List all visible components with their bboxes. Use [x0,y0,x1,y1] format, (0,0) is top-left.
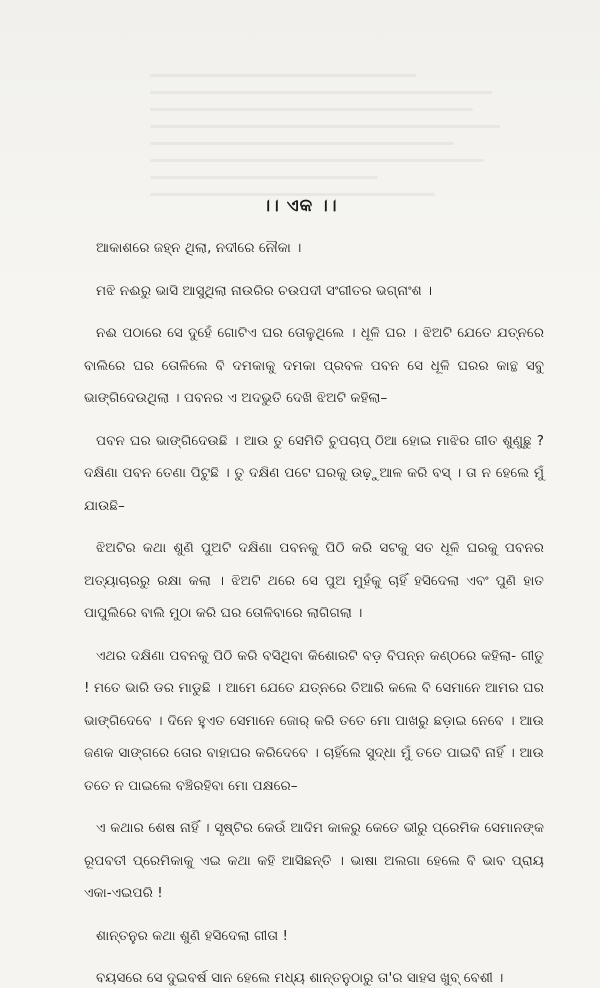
chapter-heading: ।। ଏକ ।। [262,196,338,216]
paragraph: ଆକାଶରେ ଜହ୍ନ ଥିଲା, ନଦୀରେ ନୌକା । [96,240,302,256]
paragraph: ନଈ ପଠାରେ ସେ ଦୁହେଁ ଗୋଟିଏ ଘର ତୋଳୁଥିଲେ । ଧୂଳି ଘର । ଝିଅଟି ଯେତେ ଯତ୍ନରେ ବାଲିରେ ଘର ତୋଳିଲେ ବି ଦମକାକୁ ଦମକା ପ୍ରବଳ ପବନ ସେ ଧୂଳି ଘରର କାନ୍ଥ ସବୁ ଭାଙ୍ଗିଦେଉଥିଲା । ପବନର ଏ ଅଦଭୁତି ଦେଖି ଝିଅଟି କହିଲା– [84,325,544,406]
paragraph: ଝିଅଟିର କଥା ଶୁଣି ପୁଅଟି ଦକ୍ଷିଣା ପବନକୁ ପିଠି କରି ସଟକୁ ସତ ଧୂଳି ଘରକୁ ପବନର ଅତ୍ୟାଚାରରୁ ରକ୍ଷା କଲା । ଝିଅଟି ଥରେ ସେ ପୁଅ ମୁହଁକୁ ଚାହିଁ ହସିଦେଲା ଏବଂ ପୁଣି ହାତ ପାପୁଲିରେ ବାଲି ମୁଠା କରି ଘର ତୋଳିବାରେ ଲାଗିଗଲା । [84,540,544,621]
paragraph: ଏ କଥାର ଶେଷ ନାହିଁ । ସୃଷ୍ଟିର କେଉଁ ଆଦିମ କାଳରୁ କେତେ ଭୀରୁ ପ୍ରେମିକ ସେମାନଙ୍କ ରୂପବତୀ ପ୍ରେମିକାକୁ ଏଇ କଥା କହି ଆସିଛନ୍ତି । ଭାଷା ଅଲଗା ହେଲେ ବି ଭାବ ପ୍ରାୟ ଏକା-ଏଇପରି ! [84,820,544,901]
paragraph: ମଝି ନଈରୁ ଭାସି ଆସୁଥିଲା ନାଉରିର ଚଉପଦୀ ସଂଗୀତର ଭଗ୍ନାଂଶ । [96,282,433,299]
paragraph: ଶାନ୍ତନୁର କଥା ଶୁଣି ହସିଦେଲା ଗୀତା ! [96,927,288,944]
paragraph: ବୟସରେ ସେ ଦୁଇବର୍ଷ ସାନ ହେଲେ ମଧ୍ୟ ଶାନ୍ତନୁଠାରୁ ତା'ର ସାହସ ଖୁବ୍ ବେଶୀ । [96,970,504,986]
page-body [84,232,544,988]
paragraph: ଏଥର ଦକ୍ଷିଣା ପବନକୁ ପିଠି କରି ବସିଥିବା କିଶୋରଟି ବଡ଼ ବିପନ୍ନ କଣ୍ଠରେ କହିଲା- ଗୀତୁ ! ମତେ ଭାରି ଡର ମାଡୁଛି । ଆମେ ଯେତେ ଯତ୍ନରେ ତିଆରି କଲେ ବି ସେମାନେ ଆମର ଘର ଭାଙ୍ଗିଦେବେ । ଦିନେ ହୁଏତ ସେମାନେ ଜୋର୍ କରି ତତେ ମୋ ପାଖରୁ ଛଡ଼ାଇ ନେବେ । ଆଉ ଜଣକ ସାଙ୍ଗରେ ତୋର ବାହାଘର କରିଦେବେ । ଚାହିଁଲେ ସୁଦ୍ଧା ମୁଁ ତତେ ପାଇବି ନାହିଁ । ଆଉ ତତେ ନ ପାଇଲେ ବଞ୍ଚିରହିବା ମୋ ପକ୍ଷରେ– [84,647,544,794]
paragraph: ପବନ ଘର ଭାଙ୍ଗିଦେଉଛି । ଆଉ ତୁ ସେମିତି ଚୁପଚାପ୍ ଠିଆ ହୋଇ ମାଝିର ଗୀତ ଶୁଣୁଛୁ ? ଦକ୍ଷିଣା ପବନ ତେଣା ପିଟୁଛି । ତୁ ଦକ୍ଷିଣ ପଟେ ଘରକୁ ଉଢ଼ୁଆଳ କରି ବସ୍ । ତା ନ ହେଲେ ମୁଁ ଯାଉଛି– [84,432,544,514]
